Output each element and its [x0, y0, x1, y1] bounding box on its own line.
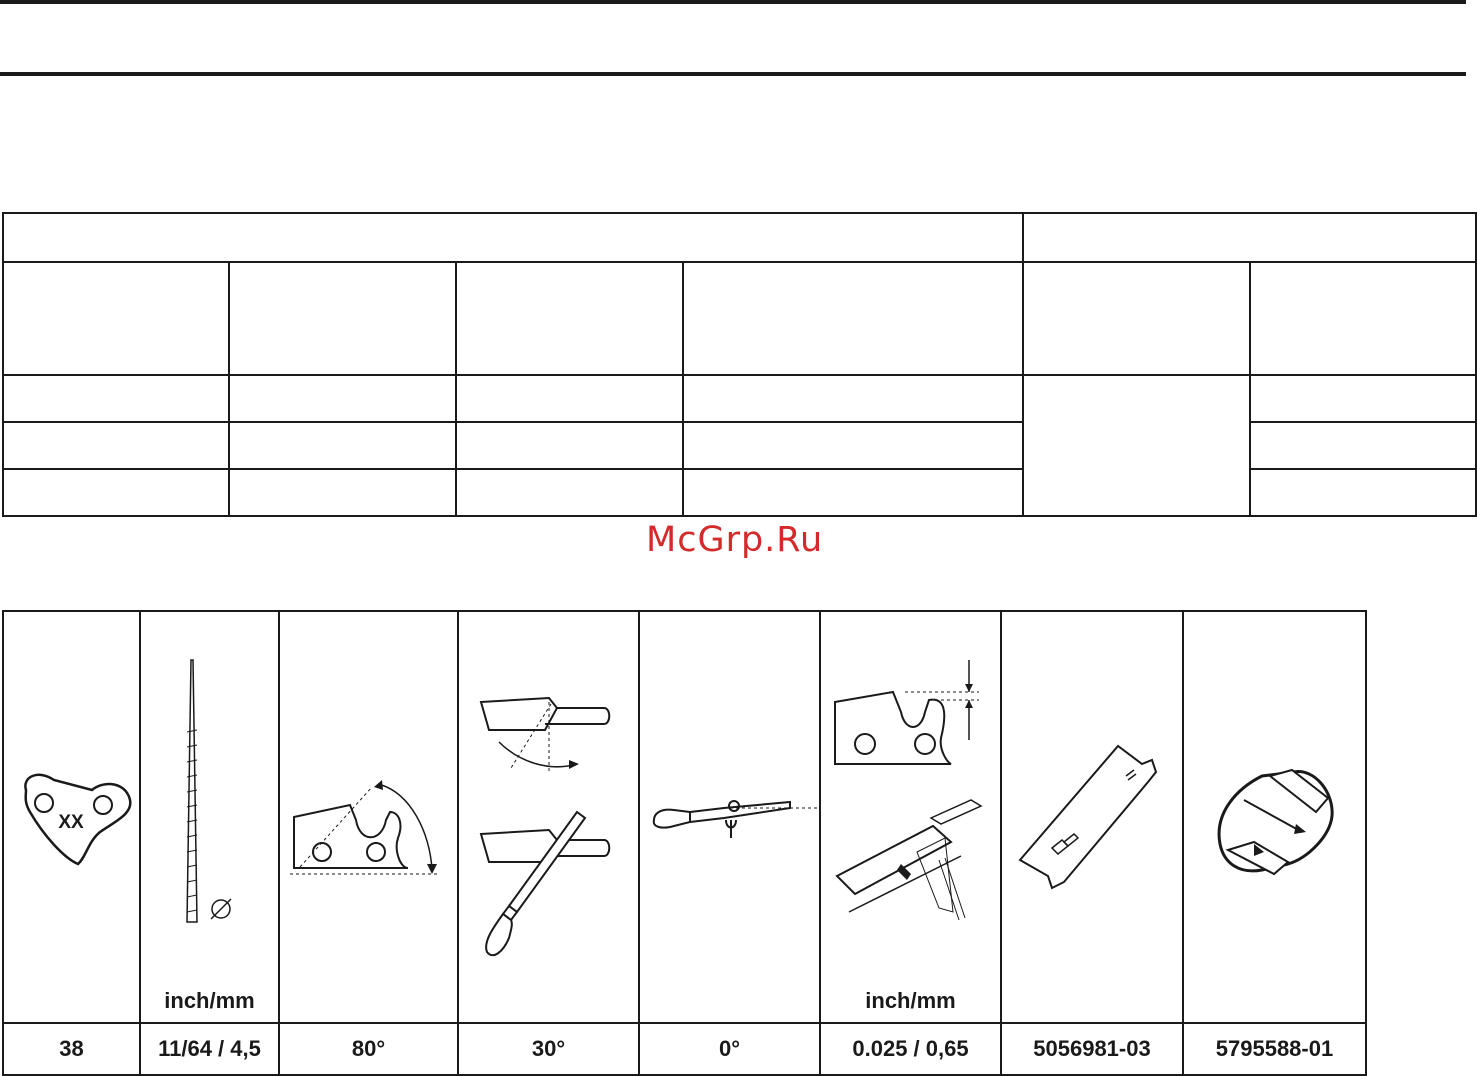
chain-bar-table	[2, 212, 1477, 517]
top-plate-angle-value: 80°	[279, 1023, 458, 1075]
table-cell	[229, 375, 456, 422]
chain-code-value: 38	[3, 1023, 140, 1075]
table-cell	[683, 422, 1023, 469]
depth-gauge-unit-label: inch/mm	[865, 988, 956, 1013]
depth-gauge-cell	[820, 611, 1001, 1023]
table-cell	[683, 375, 1023, 422]
table-cell	[456, 422, 683, 469]
round-file-icon	[141, 612, 280, 1022]
table-row	[3, 422, 1476, 469]
table-cell	[1250, 469, 1476, 516]
depth-gauge-tool-cell	[1001, 611, 1183, 1023]
table-row	[3, 375, 1476, 422]
file-guide-cell	[1183, 611, 1366, 1023]
table-cell	[1250, 422, 1476, 469]
subheader-cell	[456, 262, 683, 375]
subheader-cell	[1023, 262, 1250, 375]
table-cell	[683, 469, 1023, 516]
table-header-row	[3, 213, 1476, 262]
subheader-cell	[1250, 262, 1476, 375]
header-cell-right	[1023, 213, 1476, 262]
drive-link-code-icon	[4, 612, 141, 1022]
header-cell-left	[3, 213, 1023, 262]
watermark: McGrp.Ru	[646, 520, 824, 560]
file-holder-angle-value: 0°	[639, 1023, 820, 1075]
top-plate-angle-cell	[279, 611, 458, 1023]
merged-cell	[1023, 375, 1250, 516]
table-cell	[3, 469, 229, 516]
table-subheader-row	[3, 262, 1476, 375]
depth-gauge-value: 0.025 / 0,65	[820, 1023, 1001, 1075]
sharpening-spec-table	[2, 610, 1367, 1076]
depth-gauge-setting-icon	[821, 612, 1002, 1022]
table-cell	[456, 375, 683, 422]
illustration-row	[3, 611, 1366, 1023]
table-cell	[229, 469, 456, 516]
subheader-cell	[683, 262, 1023, 375]
table-cell	[3, 375, 229, 422]
file-holder-tilt-icon	[640, 612, 821, 1022]
table-row	[3, 469, 1476, 516]
header-rule	[0, 72, 1466, 76]
file-diameter-value: 11/64 / 4,5	[140, 1023, 279, 1075]
subheader-cell	[3, 262, 229, 375]
cutter-top-plate-angle-icon	[280, 612, 459, 1022]
filing-angle-icon	[459, 612, 640, 1022]
file-diameter-cell	[140, 611, 279, 1023]
filing-angle-cell	[458, 611, 639, 1023]
table-cell	[3, 422, 229, 469]
file-guide-icon	[1184, 612, 1367, 1022]
chain-code-cell	[3, 611, 140, 1023]
file-holder-angle-cell	[639, 611, 820, 1023]
table-cell	[1250, 375, 1476, 422]
subheader-cell	[229, 262, 456, 375]
top-rule	[0, 0, 1466, 4]
table-cell	[456, 469, 683, 516]
code-text: XX	[58, 812, 84, 833]
file-unit-label: inch/mm	[164, 988, 255, 1013]
values-row	[3, 1023, 1366, 1075]
file-guide-value: 5795588-01	[1183, 1023, 1366, 1075]
depth-gauge-tool-icon	[1002, 612, 1184, 1022]
depth-gauge-tool-value: 5056981-03	[1001, 1023, 1183, 1075]
table-cell	[229, 422, 456, 469]
filing-angle-value: 30°	[458, 1023, 639, 1075]
